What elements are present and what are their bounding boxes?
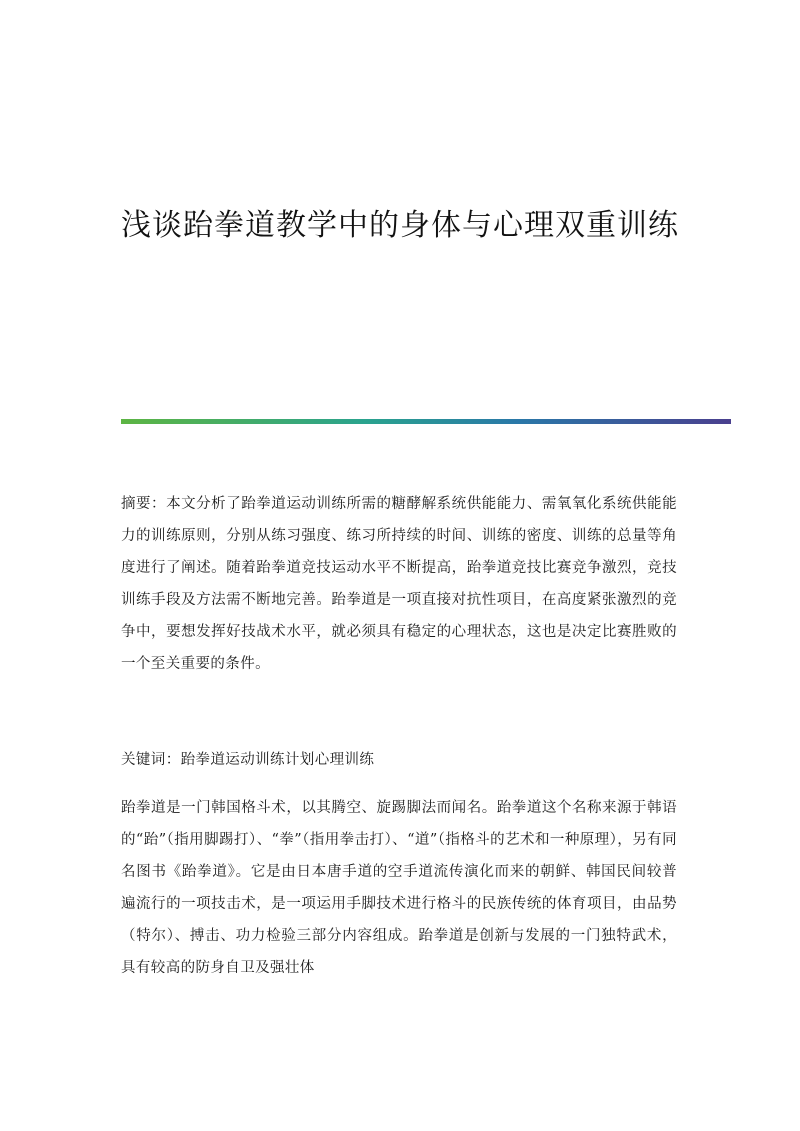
keywords-label: 关键词： [121, 752, 181, 768]
document-title: 浅谈跆拳道教学中的身体与心理双重训练 [121, 208, 679, 243]
abstract [121, 488, 677, 680]
abstract-text: 本文分析了跆拳道运动训练所需的糖酵解系统供能能力、需氧氧化系统供能能力的训练原则，分别从练习强度、练习所持续的时间、训练的密度、训练的总量等角度进行了阐述。随着跆拳道竞技运动水平不断提高，跆拳道竞技比赛竞争激烈，竞技训练手段及方法需不断地完善。跆拳道是一项直接对抗性项目，在高度紧张激烈的竞争中，要想发挥好技战术水平，就必须具有稳定的心理状态，这也是决定比赛胜败的一个至关重要的条件。 [121, 496, 677, 672]
keywords [121, 744, 677, 776]
body-paragraph: 跆拳道是一门韩国格斗术，以其腾空、旋踢脚法而闻名。跆拳道这个名称来源于韩语的“跆”（指用脚踢打）、“拳”（指用拳击打）、“道”（指格斗的艺术和一种原理），另有同名图书《跆拳道》。它是由日本唐手道的空手道流传演化而来的朝鲜、韩国民间较普遍流行的一项技击术，是一项运用手脚技术进行格斗的民族传统的体育项目，由品势（特尔）、搏击、功力检验三部分内容组成。跆拳道是创新与发展的一门独特武术，具有较高的防身自卫及强壮体 [121, 800, 677, 976]
title-divider [121, 419, 731, 424]
abstract-label: 摘要： [121, 496, 167, 512]
keywords-text: 跆拳道运动训练计划心理训练 [180, 752, 375, 768]
